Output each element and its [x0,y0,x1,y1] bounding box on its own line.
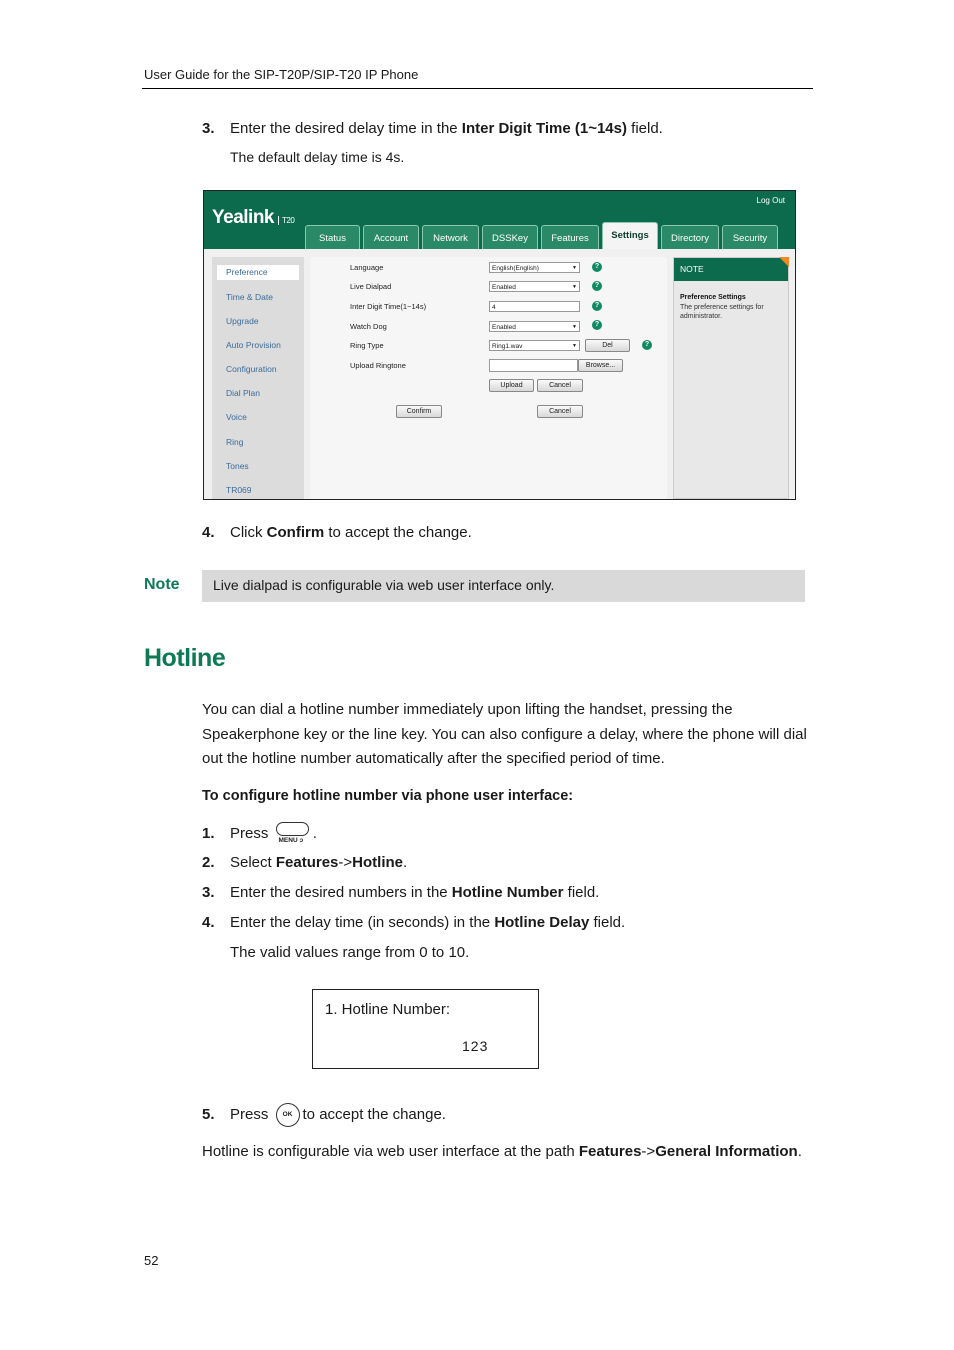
phone-lcd-screen [312,989,539,1069]
closing-paragraph: Hotline is configurable via web user interface at the path Features->General Information. [202,1143,802,1160]
inter-digit-label: Inter Digit Time(1~14s) [350,302,427,311]
tab-account[interactable]: Account [363,225,419,249]
sidebar-item-upgrade[interactable]: Upgrade [226,316,259,326]
web-ui-screenshot [203,190,796,500]
ring-type-label: Ring Type [350,341,384,350]
default-delay-note: The default delay time is 4s. [230,149,405,165]
del-button[interactable]: Del [585,339,630,352]
step-3-inter-digit: 3. Enter the desired delay time in the Inter Digit Time (1~14s) field. [202,120,663,137]
ring-type-select[interactable]: Ring1.wav ▼ [489,340,580,351]
live-dialpad-select[interactable]: Enabled ▼ [489,281,580,292]
tab-security[interactable]: Security [722,225,778,249]
note-corner-marker [779,257,789,267]
language-label: Language [350,263,384,272]
step-1-press-menu: 1. Press MENU ↄ . [202,822,317,846]
tab-status[interactable]: Status [305,225,360,249]
ringtone-file-input[interactable] [489,359,578,372]
help-icon[interactable]: ? [592,281,602,291]
watch-dog-select[interactable]: Enabled ▼ [489,321,580,332]
lcd-line-2: 123 [462,1038,489,1054]
watch-dog-label: Watch Dog [350,322,387,331]
chevron-down-icon: ▼ [572,284,577,290]
language-select[interactable]: English(English) ▼ [489,262,580,273]
section-title: Hotline [144,644,226,672]
step-3-hotline-number: 3. Enter the desired numbers in the Hotline Number field. [202,884,600,901]
sidebar-item-preference[interactable]: Preference [217,265,299,280]
yealink-logo: Yealink T20 [212,207,295,228]
web-ui-header [204,191,795,249]
help-icon[interactable]: ? [592,301,602,311]
tab-directory[interactable]: Directory [661,225,719,249]
sidebar-item-auto-provision[interactable]: Auto Provision [226,340,281,350]
browse-button[interactable]: Browse... [578,359,623,372]
ok-key-icon: OK [276,1103,300,1127]
note-label: Note [144,576,180,593]
sidebar-item-configuration[interactable]: Configuration [226,364,277,374]
chevron-down-icon: ▼ [572,343,577,349]
sidebar-item-time-date[interactable]: Time & Date [226,292,273,302]
section-intro: You can dial a hotline number immediately upon lifting the handset, pressing the Speakerphone key or the line key. You can also configure a delay, where the phone will dial out the hotline number automatically after the specified period of time. [202,701,807,767]
chevron-down-icon: ▼ [572,265,577,271]
step-5-press-ok: 5. Press OK to accept the change. [202,1103,446,1127]
logout-link[interactable]: Log Out [756,196,785,205]
cancel-button[interactable]: Cancel [537,405,583,418]
tab-network[interactable]: Network [422,225,479,249]
inter-digit-input[interactable]: 4 [489,301,580,312]
tab-settings[interactable]: Settings [602,222,658,249]
help-icon[interactable]: ? [592,320,602,330]
tab-dsskey[interactable]: DSSKey [482,225,538,249]
step-4-hotline-delay: 4. Enter the delay time (in seconds) in the Hotline Delay field. [202,914,626,931]
page-number: 52 [144,1253,159,1268]
settings-sidebar [212,257,304,499]
sidebar-item-ring[interactable]: Ring [226,437,244,447]
note-text: Live dialpad is configurable via web user interface only. [213,577,555,593]
cancel-upload-button[interactable]: Cancel [537,379,583,392]
sidebar-item-tr069[interactable]: TR069 [226,485,252,495]
upload-ringtone-label: Upload Ringtone [350,361,406,370]
sidebar-item-dial-plan[interactable]: Dial Plan [226,388,261,398]
valid-range-note: The valid values range from 0 to 10. [230,944,470,961]
help-icon[interactable]: ? [592,262,602,272]
sidebar-item-tones[interactable]: Tones [226,461,249,471]
note-panel-body: The preference settings for administrator. [680,304,764,320]
upload-button[interactable]: Upload [489,379,534,392]
preference-form [310,257,667,499]
step-2-select: 2. Select Features->Hotline. [202,854,408,871]
sidebar-item-voice[interactable]: Voice [226,412,247,422]
menu-key-icon: MENU ↄ [275,822,309,846]
step-4-confirm: 4. Click Confirm to accept the change. [202,524,472,541]
running-header: User Guide for the SIP-T20P/SIP-T20 IP Phone [144,67,419,82]
tab-features[interactable]: Features [541,225,599,249]
note-panel-header: NOTE [674,258,788,281]
header-rule [142,88,813,89]
procedure-heading: To configure hotline number via phone user interface: [202,788,574,804]
note-panel [673,257,789,499]
confirm-button[interactable]: Confirm [396,405,442,418]
note-panel-title: Preference Settings [680,294,746,301]
web-ui-tabs [305,225,778,249]
lcd-line-1: 1. Hotline Number: [325,1001,451,1018]
live-dialpad-label: Live Dialpad [350,282,392,291]
chevron-down-icon: ▼ [572,324,577,330]
help-icon[interactable]: ? [642,340,652,350]
